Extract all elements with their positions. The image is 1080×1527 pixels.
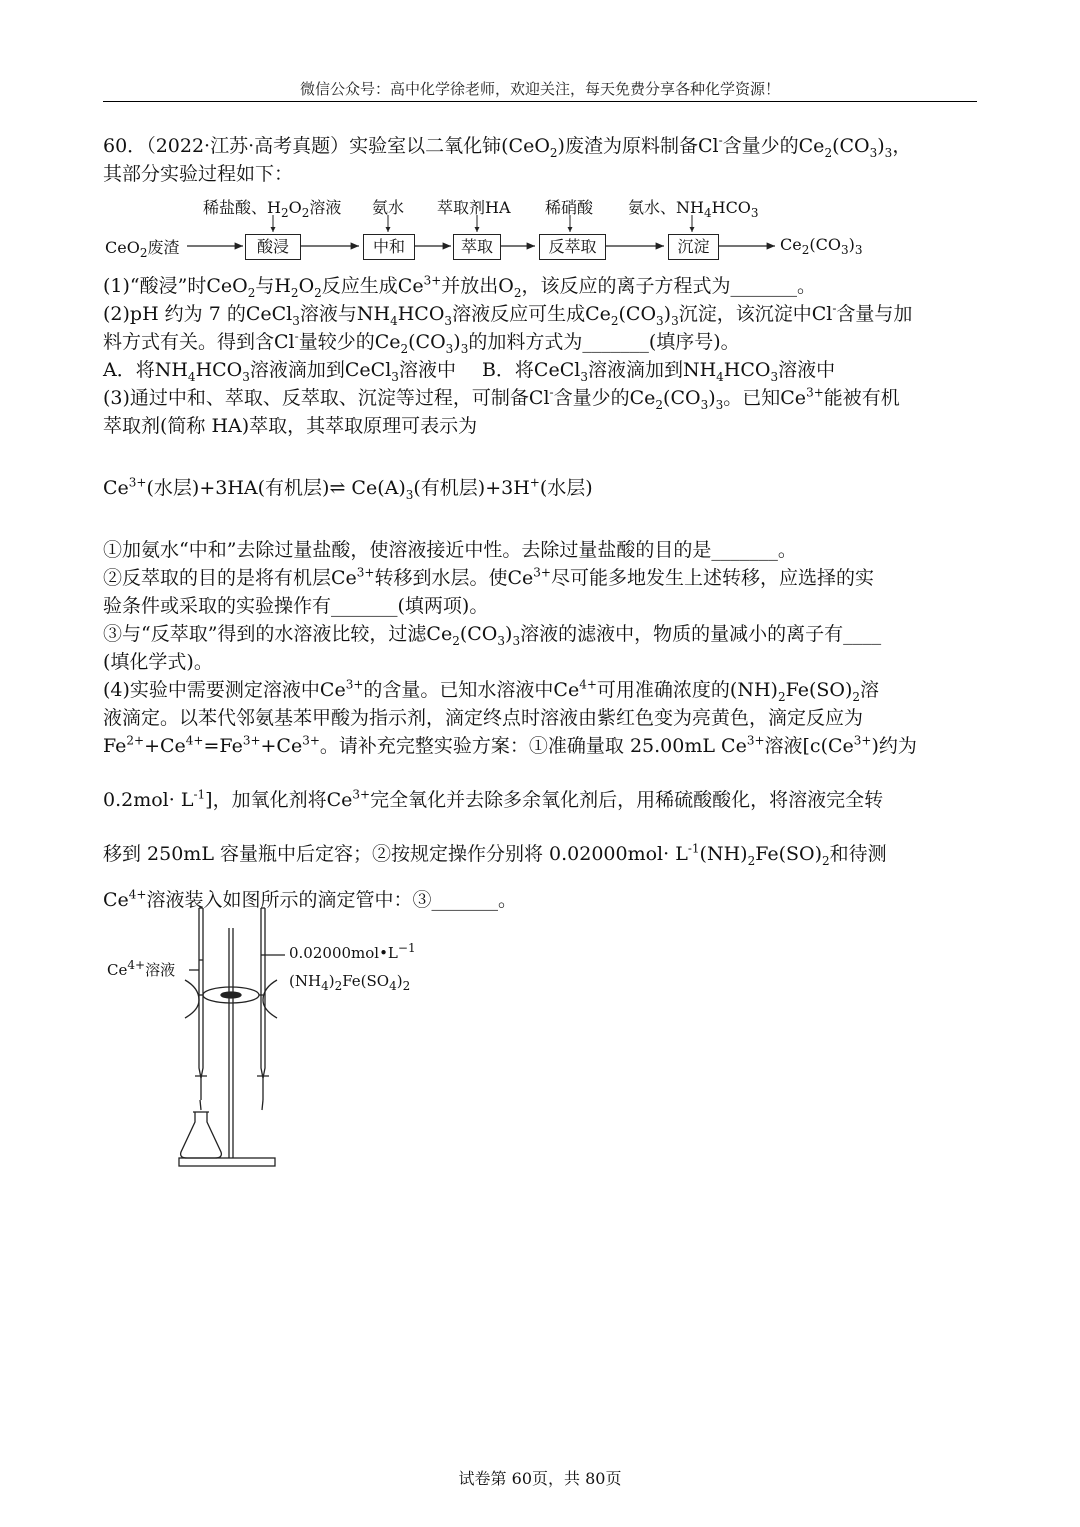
page-header: 微信公众号：高中化学徐老师，欢迎关注，每天免费分享各种化学资源！ [299, 80, 780, 98]
reagent-back-extract: 稀硝酸 [545, 198, 594, 217]
label-ce4-solution: $Ce^{4+}$溶液 [107, 958, 176, 979]
right-burette [257, 908, 285, 1110]
step-back-extract: 反萃取 [539, 234, 606, 260]
step-neutralize: 中和 [363, 234, 415, 260]
q4-line1: (4)实验中需要测定溶液中$Ce^{3+}$的含量。已知水溶液中$Ce^{4+}$可用准确浓度的$(NH)_2Fe(SO)_2$溶 [103, 677, 880, 704]
option-a: A．将$NH_4HCO_3$溶液滴加到CeCl$_3$溶液中 [103, 359, 456, 384]
reagent-acid-leach: 稀盐酸、$H_2O_2$溶液 [203, 198, 342, 221]
page-footer: 试卷第 60页，共 80页 [458, 1469, 622, 1488]
flow-end: $Ce_2(CO_3)_3$ [780, 235, 863, 258]
q4-line6: $Ce^{4+}$溶液装入如图所示的滴定管中：③_______。 [103, 887, 518, 911]
option-b: B．将CeCl$_3$溶液滴加到$NH_4HCO_3$溶液中 [481, 359, 836, 384]
header-rule [103, 101, 977, 102]
q2-line2: 料方式有关。得到含Cl-量较少的$Ce_2(CO_3)_3$的加料方式为_______(填序号)。 [103, 329, 740, 356]
q4-line5: 移到 250mL 容量瓶中后定容；②按规定操作分别将 $0.02000mol\cdot L^{-1}(NH)_2Fe(SO)_2$和待测 [103, 841, 887, 868]
reagent-precipitate: 氨水、$NH_4HCO_3$ [628, 198, 759, 221]
q3-sub1: ①加氨水“中和”去除过量盐酸，使溶液接近中性。去除过量盐酸的目的是_______。 [103, 539, 797, 561]
q3-sub3-line1: ③与“反萃取”得到的水溶液比较，过滤$Ce_2(CO_3)_3$溶液的滤液中，物质的量减小的离子有____ [103, 623, 882, 648]
titration-apparatus-drawing [103, 900, 433, 1180]
q3-line2: 萃取剂(简称 HA)萃取，其萃取原理可表示为 [103, 415, 478, 437]
extraction-equation: $Ce^{3+}$(水层)+3HA(有机层)⇌ $Ce(A)_3$(有机层)+3H+(水层) [103, 475, 593, 502]
question-number: 60． [103, 135, 147, 157]
question-source: （2022·江苏·高考真题） [146, 135, 350, 157]
q4-line3: $Fe^{2+}+Ce^{4+}=Fe^{3+}+Ce^{3+}$。请补充完整实验方案：①准确量取 25.00mL $Ce^{3+}$溶液[$c(Ce^{3+})$约为 [103, 733, 917, 757]
step-precipitate: 沉淀 [668, 234, 719, 260]
titration-apparatus [103, 900, 433, 1180]
label-titrant-formula: $(NH_4)_2Fe(SO_4)_2$ [289, 972, 411, 993]
step-extract: 萃取 [453, 234, 501, 260]
step-acid-leach: 酸浸 [245, 234, 301, 260]
q4-line2: 液滴定。以苯代邻氨基苯甲酸为指示剂，滴定终点时溶液由紫红色变为亮黄色，滴定反应为 [103, 707, 864, 729]
question-intro-line2: 其部分实验过程如下： [103, 163, 294, 185]
q3-sub3-line2: (填化学式)。 [103, 651, 213, 673]
q4-line4: $0.2mol\cdot L^{-1}$]，加氧化剂将$Ce^{3+}$完全氧化并去除多余氧化剂后，用稀硫酸酸化，将溶液完全转 [103, 787, 884, 811]
question-intro: 60．（2022·江苏·高考真题）实验室以二氧化铈(CeO$_2$)废渣为原料制备Cl-含量少的$Ce_2(CO_3)_3$， [103, 133, 912, 160]
reagent-extract: 萃取剂HA [437, 198, 511, 217]
reagent-neutralize: 氨水 [372, 198, 405, 217]
process-flowchart [103, 195, 903, 267]
stand-base [179, 1158, 275, 1166]
q2-line1: (2)pH 约为 7 的CeCl$_3$溶液与$NH_4HCO_3$溶液反应可生成$Ce_2(CO_3)_3$沉淀，该沉淀中Cl-含量与加 [103, 301, 913, 328]
label-titrant-conc: $0.02000mol•L^{-1}$ [289, 941, 416, 962]
q3-line1: (3)通过中和、萃取、反萃取、沉淀等过程，可制备Cl-含量少的$Ce_2(CO_3)_3$。已知$Ce^{3+}$能被有机 [103, 385, 900, 412]
q3-sub2-line1: ②反萃取的目的是将有机层$Ce^{3+}$转移到水层。使$Ce^{3+}$尽可能多地发生上述转移，应选择的实 [103, 565, 875, 589]
q1-line: (1)“酸浸”时CeO$_2$与$H_2O_2$反应生成$Ce^{3+}$并放出$O_2$，该反应的离子方程式为_______。 [103, 273, 817, 300]
q3-sub2-line2: 验条件或采取的实验操作有_______(填两项)。 [103, 595, 489, 617]
conical-flask [181, 1112, 222, 1158]
q2-options [103, 356, 977, 384]
flow-start: CeO$_2$废渣 [105, 238, 180, 261]
left-burette [189, 908, 207, 1110]
